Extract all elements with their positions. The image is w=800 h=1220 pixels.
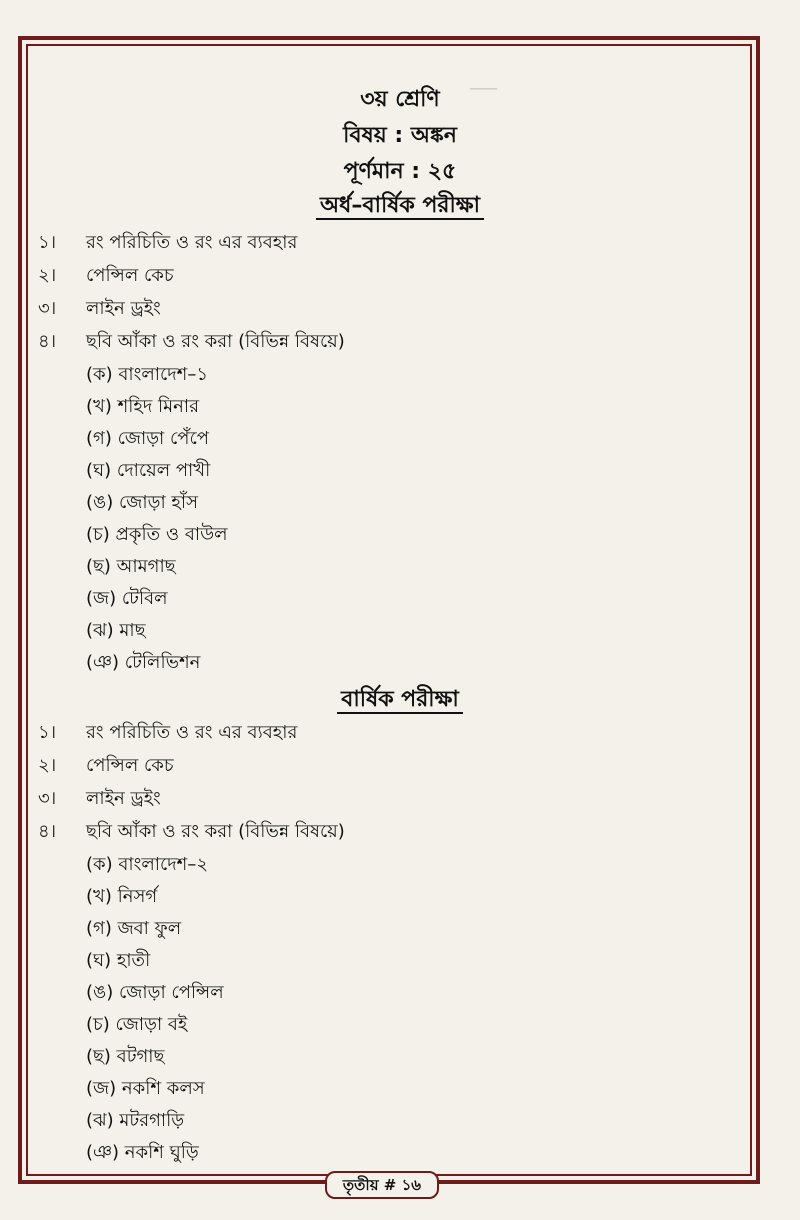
full-marks-heading: পূর্ণমান : ২৫ [343,159,457,184]
sub-item: (ঞ) নকশি ঘুড়ি [86,1142,199,1163]
sub-item: (ক) বাংলাদেশ–১ [86,364,208,385]
page-number-badge: তৃতীয় # ১৬ [325,1171,439,1199]
sub-item: (জ) নকশি কলস [86,1078,205,1099]
sub-item: (খ) নিসর্গ [86,886,158,907]
sub-item: (ঘ) দোয়েল পাখী [86,460,211,481]
sub-item: (ক) বাংলাদেশ–২ [86,854,209,875]
sub-item: (জ) টেবিল [86,588,168,609]
class-heading: ৩য় শ্রেণি [360,87,440,112]
sub-item: (খ) শহিদ মিনার [86,396,200,417]
sub-item: (চ) প্রকৃতি ও বাউল [86,524,228,545]
subject-heading: বিষয় : অঙ্কন [343,123,457,148]
half-yearly-title: অর্ধ–বার্ষিক পরীক্ষা [0,188,800,225]
sub-item: (ঝ) মাছ [86,620,146,641]
yearly-title: বার্ষিক পরীক্ষা [0,682,800,719]
sub-item: (ঘ) হাতী [86,950,151,971]
sub-item: (ছ) বটগাছ [86,1046,165,1067]
sub-item: (ঞ) টেলিভিশন [86,652,201,673]
sub-item: (ঝ) মটরগাড়ি [86,1110,185,1131]
sub-item: (ঙ) জোড়া পেন্সিল [86,982,224,1003]
sub-item: (গ) জবা ফুল [86,918,182,939]
sub-item: (ঙ) জোড়া হাঁস [86,492,198,513]
sub-item: (গ) জোড়া পেঁপে [86,428,209,449]
sub-item: (চ) জোড়া বই [86,1014,188,1035]
sub-item: (ছ) আমগাছ [86,556,176,577]
bleed-through-decoration: ─── [470,80,498,98]
